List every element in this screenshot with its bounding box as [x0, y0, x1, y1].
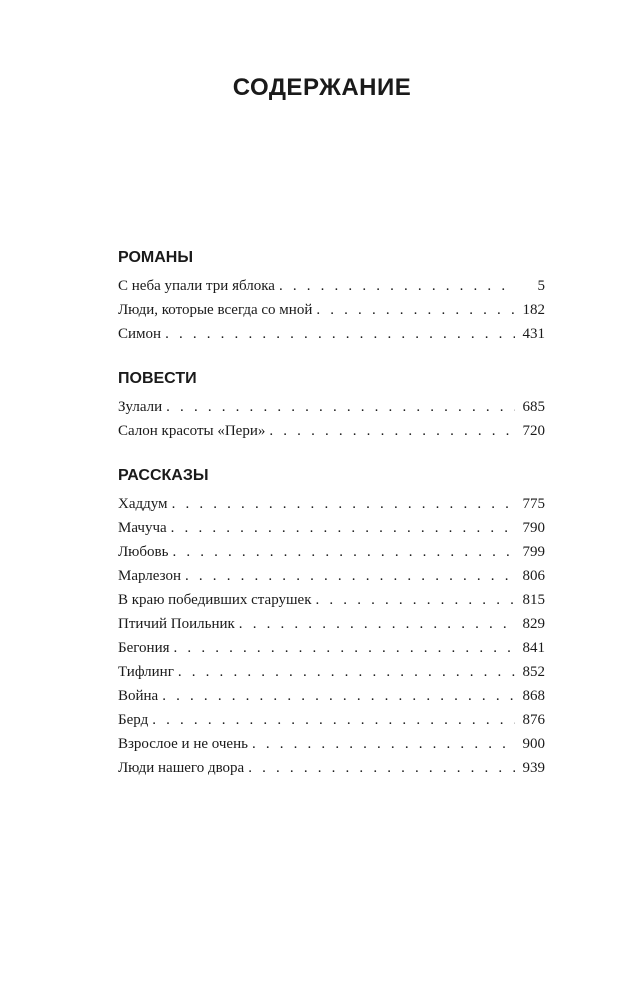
toc-entry — [118, 588, 545, 612]
dot-leader — [239, 612, 515, 636]
toc-entry — [118, 516, 545, 540]
toc-entry — [118, 298, 545, 322]
dot-leader — [248, 756, 515, 780]
toc-entry — [118, 612, 545, 636]
toc-entry — [118, 684, 545, 708]
table-of-contents — [118, 246, 545, 780]
section-heading: ПОВЕСТИ — [118, 370, 197, 387]
entry-title: Люди, которые всегда со мной — [118, 302, 313, 318]
entry-title: Зулали — [118, 399, 163, 415]
dot-leader — [165, 322, 515, 346]
entry-page-number: 806 — [522, 568, 545, 584]
entry-page-number: 431 — [522, 326, 545, 342]
toc-entry — [118, 756, 545, 780]
entry-title: Люди нашего двора — [118, 760, 245, 776]
section-heading: РАССКАЗЫ — [118, 467, 209, 484]
entry-page-number: 775 — [522, 496, 545, 512]
dot-leader — [162, 684, 515, 708]
entry-title: Мачуча — [118, 520, 167, 536]
entry-title: Птичий Поильник — [118, 616, 235, 632]
entry-page-number: 815 — [522, 592, 545, 608]
entry-title: Тифлинг — [118, 664, 174, 680]
toc-entry — [118, 395, 545, 419]
toc-entry — [118, 636, 545, 660]
toc-entry — [118, 708, 545, 732]
toc-entry — [118, 540, 545, 564]
entry-title: Марлезон — [118, 568, 181, 584]
entry-page-number: 685 — [522, 399, 545, 415]
toc-entry — [118, 564, 545, 588]
section-novels — [118, 246, 545, 346]
entry-title: Война — [118, 688, 159, 704]
entry-page-number: 939 — [522, 760, 545, 776]
entry-title: Любовь — [118, 544, 169, 560]
entry-page-number: 876 — [522, 712, 545, 728]
dot-leader — [171, 516, 515, 540]
page-title: СОДЕРЖАНИЕ — [232, 74, 412, 101]
dot-leader — [174, 636, 515, 660]
entry-title: Симон — [118, 326, 162, 342]
dot-leader — [316, 588, 516, 612]
entry-title: Взрослое и не очень — [118, 736, 248, 752]
dot-leader — [152, 708, 515, 732]
entry-title: Берд — [118, 712, 149, 728]
entry-page-number: 720 — [522, 423, 545, 439]
dot-leader — [166, 395, 515, 419]
entry-page-number: 5 — [537, 278, 545, 294]
toc-entry — [118, 660, 545, 684]
dot-leader — [269, 419, 515, 443]
entry-title: Хаддум — [118, 496, 168, 512]
entry-page-number: 829 — [522, 616, 545, 632]
dot-leader — [172, 492, 515, 516]
entry-page-number: 182 — [522, 302, 545, 318]
toc-entry — [118, 274, 545, 298]
entry-title: Салон красоты «Пери» — [118, 423, 266, 439]
toc-entry — [118, 419, 545, 443]
section-stories — [118, 464, 545, 780]
dot-leader — [316, 298, 515, 322]
entry-page-number: 852 — [522, 664, 545, 680]
entry-page-number: 790 — [522, 520, 545, 536]
entry-title: С неба упали три яблока — [118, 278, 275, 294]
dot-leader — [172, 540, 515, 564]
entry-page-number: 900 — [522, 736, 545, 752]
toc-entry — [118, 492, 545, 516]
section-heading: РОМАНЫ — [118, 249, 194, 266]
section-novellas — [118, 367, 545, 443]
entry-page-number: 868 — [522, 688, 545, 704]
entry-page-number: 841 — [522, 640, 545, 656]
dot-leader — [252, 732, 515, 756]
entry-page-number: 799 — [522, 544, 545, 560]
toc-entry — [118, 322, 545, 346]
entry-title: Бегония — [118, 640, 170, 656]
toc-entry — [118, 732, 545, 756]
dot-leader — [178, 660, 515, 684]
dot-leader — [185, 564, 515, 588]
entry-title: В краю победивших старушек — [118, 592, 312, 608]
dot-leader — [279, 274, 515, 298]
